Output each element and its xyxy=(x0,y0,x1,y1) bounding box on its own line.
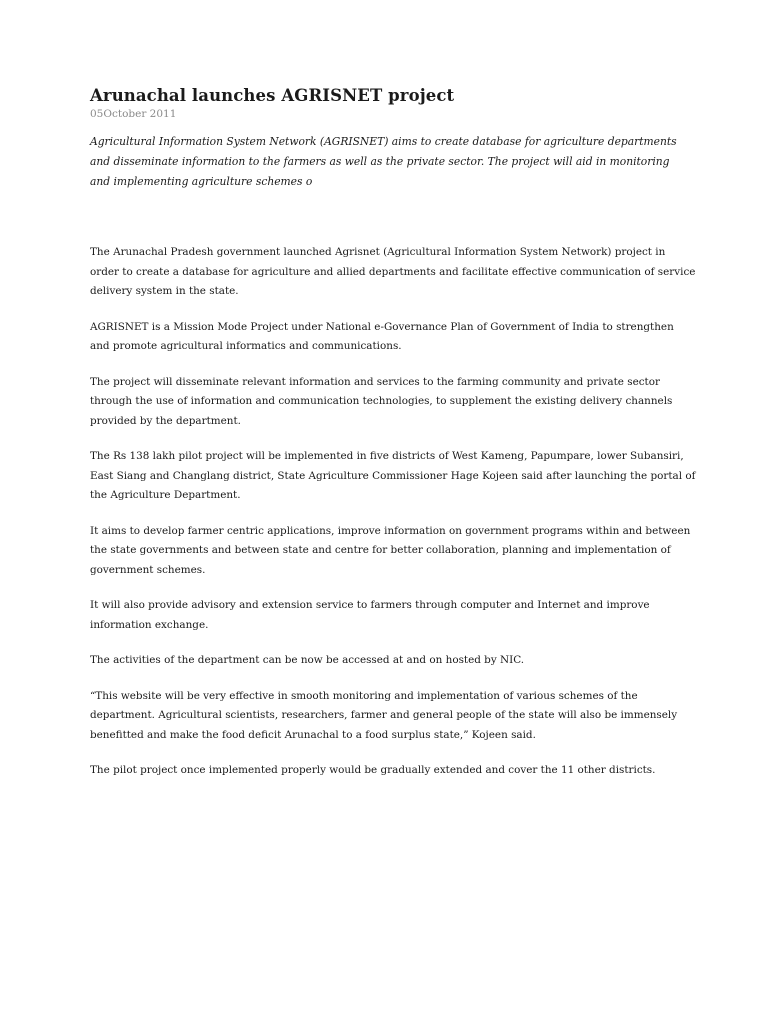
article-title: Arunachal launches AGRISNET project xyxy=(90,86,455,105)
paragraph: It will also provide advisory and extension service to farmers through computer and Internet and improve information exchange. xyxy=(90,599,650,631)
paragraph: AGRISNET is a Mission Mode Project under National e-Governance Plan of Government of India to strengthen and promote agricultural informatics and communications. xyxy=(90,320,674,352)
paragraph: The Arunachal Pradesh government launched Agrisnet (Agricultural Information System Network) project in order to create a database for agriculture and allied departments and facilitate effective communication of service delivery system in the state. xyxy=(90,246,696,297)
paragraph: It aims to develop farmer centric applications, improve information on government programs within and between the state governments and between state and centre for better collaboration, planning and implementation of government schemes. xyxy=(90,524,691,576)
paragraph: The pilot project once implemented properly would be gradually extended and cover the 11 other districts. xyxy=(90,764,656,776)
article-date: 05October 2011 xyxy=(90,108,177,120)
article-abstract: Agricultural Information System Network (AGRISNET) aims to create database for agriculture departments and disseminate information to the farmers as well as the private sector. The project will aid in monitoring and implementing agriculture schemes o xyxy=(90,135,677,188)
paragraph: The project will disseminate relevant information and services to the farming community and private sector through the use of information and communication technologies, to supplement the existing delivery channels provided by the department. xyxy=(90,375,673,427)
paragraph: The Rs 138 lakh pilot project will be implemented in five districts of West Kameng, Papumpare, lower Subansiri, East Siang and Changlang district, State Agriculture Commissioner Hage Kojeen said after launching the portal of the Agriculture Department. xyxy=(90,450,696,501)
paragraph: The activities of the department can be now be accessed at and on hosted by NIC. xyxy=(90,654,525,666)
article-body xyxy=(90,243,696,797)
paragraph: “This website will be very effective in smooth monitoring and implementation of various schemes of the department. Agricultural scientists, researchers, farmer and general people of the state will also be immensely benefitted and make the food deficit Arunachal to a food surplus state,” Kojeen said. xyxy=(90,689,678,741)
